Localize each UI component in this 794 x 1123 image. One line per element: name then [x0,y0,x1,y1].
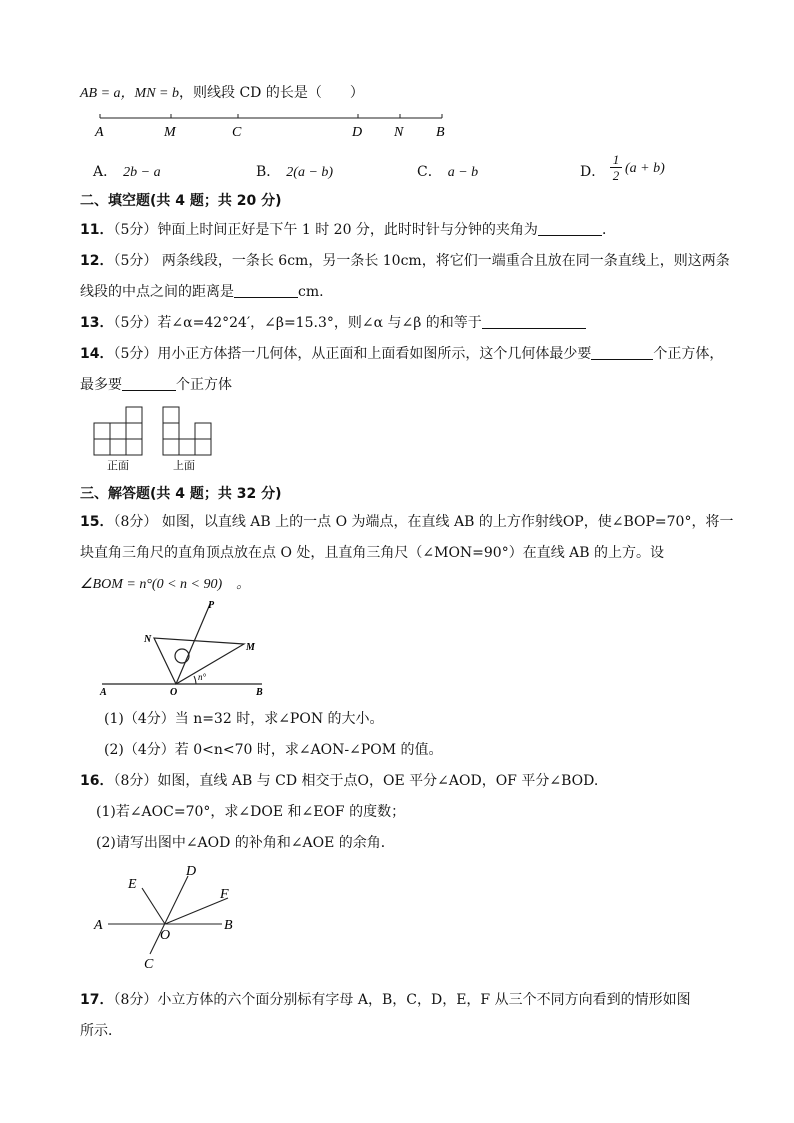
answer-blank[interactable] [482,314,586,329]
label-B: B [256,687,263,698]
q10-stem [80,82,364,102]
section-2-title: 二、填空题(共 4 题；共 20 分) [80,193,282,209]
q10-point-M: M [164,125,176,140]
q10-point-N: N [394,125,404,140]
q10-point-A: A [95,125,104,140]
q15-sub1: (1)（4分）当 n=32 时，求∠PON 的大小。 [104,711,384,727]
q14-views-figure [90,403,220,473]
label-F: F [220,887,229,902]
q15-figure [96,598,276,698]
q10-point-C: C [232,125,242,140]
q12-line2: 线段的中点之间的距离是 cm. [80,284,324,300]
fraction-denominator: 2 [612,168,620,183]
fraction-numerator: 1 [610,152,622,168]
label-E: E [128,877,137,892]
q16-sub1: (1)若∠AOC=70°，求∠DOE 和∠EOF 的度数； [96,804,406,820]
section-3-title: 三、解答题(共 4 题；共 32 分) [80,486,282,502]
label-M: M [246,642,255,653]
answer-blank[interactable] [234,283,298,298]
q10-point-B: B [436,125,445,140]
top-view-label: 上面 [173,459,195,472]
q14-line2: 最多要 个正方体 [80,377,232,393]
label-O: O [160,928,171,943]
q10-stem-math: AB = a，MN = b [80,86,179,101]
q15-line3: ∠BOM = n°(0 < n < 90) 。 [80,577,251,592]
q16-figure [90,860,250,972]
q10-point-D: D [352,125,363,140]
q15-line2: 块直角三角尺的直角顶点放在点 O 处，且直角三角尺（∠MON=90°）在直线 AB 的上方。设 [80,545,665,561]
front-view [94,407,142,455]
answer-blank[interactable] [591,345,653,360]
label-A: A [100,687,107,698]
label-C: C [144,957,154,972]
q10-stem-text: ，则线段 CD 的长是（ ） [179,85,364,101]
label-A: A [94,918,103,933]
label-N: N [144,634,152,645]
q10-option-a: A． 2b − a [93,164,161,180]
q12-line1: 12．（5分） 两条线段，一条长 6cm，另一条长 10cm，将它们一端重合且放在同一条直线上，则这两条 [80,253,730,269]
q17-line2: 所示． [80,1023,122,1039]
label-B: B [224,918,233,933]
label-O: O [170,687,178,698]
q13: 13．（5分）若∠α=42°24′，∠β=15.3°，则∠α 与∠β 的和等于 [80,312,586,332]
q14-line1: 14．（5分）用小正方体搭一几何体，从正面和上面看如图所示，这个几何体最少要 个正方体， [80,346,724,362]
label-P: P [208,600,215,611]
q10-option-c: C． a − b [417,164,479,180]
label-n-angle: n° [198,672,207,682]
front-view-label: 正面 [107,459,129,472]
q11: 11．（5分）钟面上时间正好是下午 1 时 20 分，此时时针与分钟的夹角为 ． [80,222,616,238]
answer-blank[interactable] [122,376,176,391]
q10-option-b: B． 2(a − b) [256,164,334,180]
q16-sub2: (2)请写出图中∠AOD 的补角和∠AOE 的余角． [96,835,395,851]
q15-line1: 15．（8分） 如图，以直线 AB 上的一点 O 为端点，在直线 AB 的上方作射线OP，使∠BOP=70°，将一 [80,514,734,530]
top-view [163,407,211,455]
q15-sub2: (2)（4分）若 0<n<70 时，求∠AON-∠POM 的值。 [104,742,443,758]
answer-blank[interactable] [538,221,602,236]
label-D: D [186,864,197,879]
q16-stem: 16．（8分）如图，直线 AB 与 CD 相交于点O，OE 平分∠AOD，OF 平分∠BOD. [80,773,599,789]
q17-line1: 17．（8分）小立方体的六个面分别标有字母 A，B，C，D，E，F 从三个不同方向看到的情形如图 [80,992,691,1008]
q10-segment-figure [90,112,460,142]
